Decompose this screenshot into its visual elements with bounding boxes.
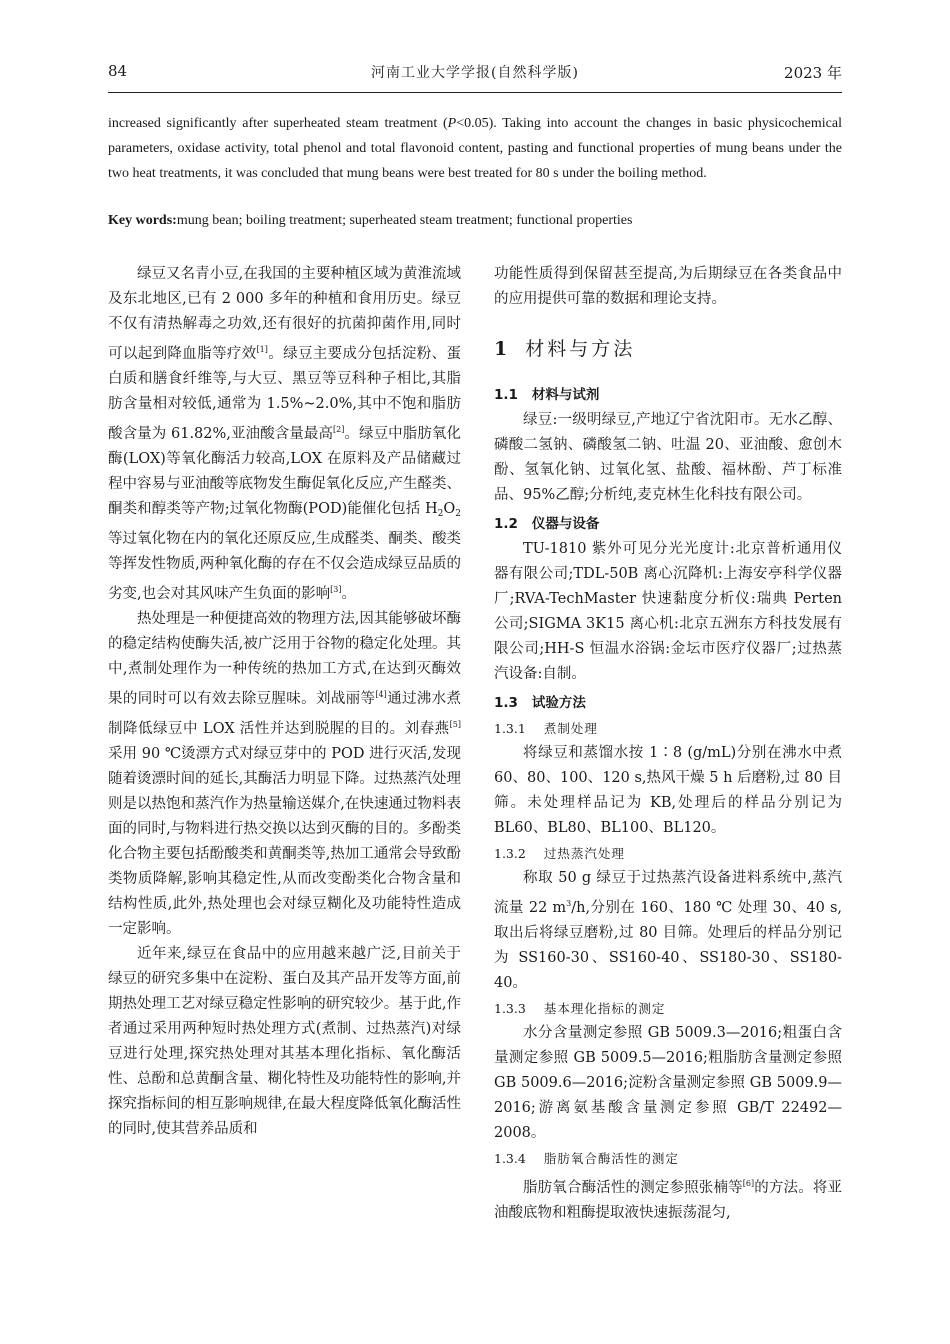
keywords-label: Key words:: [108, 213, 177, 228]
boiling-method-text: 将绿豆和蒸馏水按 1∶8 (g/mL)分别在沸水中煮 60、80、100、120 s,热风干燥 5 h 后磨粉,过 80 目筛。未处理样品记为 KB,处理后的样品分别记为 BL60、BL80、BL100、BL120。: [494, 745, 842, 836]
subsubsection-number: 1.3.4: [494, 1151, 526, 1166]
subsection-title: 试验方法: [531, 695, 586, 711]
abstract-text-part2: <0.05). Taking into account the changes in basic physicochemical parameters, oxidase activity, total phenol and total flavonoid content, pasting and functional properties of mung beans under the two heat treatments, it was concluded that mung beans were best treated for 80 s under the boiling method.: [108, 116, 842, 181]
subsubsection-1-3-2-heading: [494, 841, 842, 866]
keywords: [108, 210, 842, 232]
citation-3: [3]: [330, 585, 342, 594]
intro-paragraph-2: [108, 607, 461, 942]
subsubsection-number: 1.3.2: [494, 846, 526, 861]
steam-text-b: /h,分别在 160、180 ℃ 处理 30、40 s,取出后将绿豆磨粉,过 80 目筛。处理后的样品分别记为 SS160-30、SS160-40、SS180-30、SS180-40。: [494, 900, 842, 991]
intro-p2-c: 采用 90 ℃烫漂方式对绿豆芽中的 POD 进行灭活,发现随着烫漂时间的延长,其酶活力明显下降。过热蒸汽处理则是以热饱和蒸汽作为热量输送媒介,在快速通过物料表面的同时,与物料进行热交换以达到灭酶的目的。多酚类化合物主要包括酚酸类和黄酮类等,热加工通常会导致酚类物质降解,影响其稳定性,从而改变酚类化合物含量和结构性质,此外,热处理也会对绿豆糊化及功能特性造成一定影响。: [108, 746, 461, 937]
subscript-2: 2: [455, 509, 461, 519]
intro-p1-d: 等过氧化物在内的氧化还原反应,生成醛类、酮类、酸类等挥发性物质,两种氧化酶的存在不仅会造成绿豆品质的劣变,也会对其风味产生负面的影响: [108, 531, 461, 602]
section-1-heading: [494, 337, 842, 362]
right-column: [494, 262, 842, 1226]
citation-6: [6]: [742, 1179, 755, 1188]
intro-p1-e: 。: [341, 586, 356, 602]
citation-5: [5]: [449, 720, 461, 729]
steam-method-text: [494, 866, 842, 996]
section-title: 材料与方法: [525, 338, 636, 360]
lox-activity-text: [494, 1171, 842, 1226]
p-value-symbol: P: [447, 116, 457, 131]
materials-text: 绿豆:一级明绿豆,产地辽宁省沈阳市。无水乙醇、磷酸二氢钠、磷酸氢二钠、吐温 20、亚油酸、愈创木酚、氢氧化钠、过氧化氢、盐酸、福林酚、芦丁标准品、95%乙醇;分析纯,麦克林生化科技有限公司。: [494, 412, 842, 503]
intro-paragraph-1: [108, 262, 461, 607]
intro-paragraph-3: 近年来,绿豆在食品中的应用越来越广泛,目前关于绿豆的研究多集中在淀粉、蛋白及其产品开发等方面,前期热处理工艺对绿豆稳定性影响的研究较少。基于此,作者通过采用两种短时热处理方式(煮制、过热蒸汽)对绿豆进行处理,探究热处理对其基本理化指标、氧化酶活性、总酚和总黄酮含量、糊化特性及功能特性的影响,并探究指标间的相互影响规律,在最大程度降低氧化酶活性的同时,使其营养品质和: [108, 946, 461, 1137]
subsubsection-number: 1.3.3: [494, 1001, 526, 1016]
lox-text-b: 的方法。将亚油酸底物和粗酶提取液快速振荡混匀,: [494, 1180, 843, 1221]
keywords-text: mung bean; boiling treatment; superheated steam treatment; functional properties: [176, 213, 633, 228]
subsubsection-title: 煮制处理: [543, 721, 598, 736]
intro-paragraph-3-cont: 功能性质得到保留甚至提高,为后期绿豆在各类食品中的应用提供可靠的数据和理论支持。: [494, 266, 842, 307]
superscript-3: 3: [566, 899, 572, 908]
steam-text-a: 称取 50 g 绿豆于过热蒸汽设备进料系统中,蒸汽流量 22 m: [494, 870, 842, 916]
left-column: [108, 262, 461, 1142]
citation-1: [1]: [256, 345, 268, 354]
subsection-number: 1.2: [494, 516, 518, 532]
intro-p1-b: 。绿豆主要成分包括淀粉、蛋白质和膳食纤维等,与大豆、黑豆等豆科种子相比,其脂肪含量相对较低,通常为 1.5%~2.0%,其中不饱和脂肪酸含量为 61.82%,亚油酸含量最高: [108, 346, 461, 442]
subsection-title: 材料与试剂: [531, 387, 600, 403]
intro-p2-a: 热处理是一种便捷高效的物理方法,因其能够破坏酶的稳定结构使酶失活,被广泛用于谷物的稳定化处理。其中,煮制处理作为一种传统的热加工方式,在达到灭酶效果的同时可以有效去除豆腥味。刘战丽等: [108, 611, 461, 707]
abstract-continuation: [108, 111, 842, 186]
lox-text-a: 脂肪氧合酶活性的测定参照张楠等: [523, 1180, 743, 1196]
abstract-text-part1: increased significantly after superheated steam treatment (: [108, 116, 448, 131]
subsubsection-1-3-3-heading: [494, 996, 842, 1021]
citation-2: [2]: [333, 425, 345, 434]
oxygen-symbol: O: [443, 501, 456, 517]
subsubsection-title: 基本理化指标的测定: [543, 1001, 666, 1016]
subsection-title: 仪器与设备: [531, 516, 600, 532]
running-header: [108, 62, 842, 86]
subsubsection-number: 1.3.1: [494, 721, 526, 736]
intro-p2-b: 通过沸水煮制降低绿豆中 LOX 活性并达到脱腥的目的。刘春燕: [108, 691, 462, 737]
intro-p1-c: 。绿豆中脂肪氧化酶(LOX)等氧化酶活力较高,LOX 在原料及产品储藏过程中容易与亚油酸等底物发生酶促氧化反应,产生醛类、酮类和醇类等产物;过氧化物酶(POD)能催化包括 H: [108, 426, 461, 517]
subsubsection-title: 过热蒸汽处理: [543, 846, 625, 861]
subsection-1-2-heading: [494, 512, 842, 537]
citation-4: [4]: [375, 690, 387, 699]
subsubsection-1-3-1-heading: [494, 716, 842, 741]
journal-name: 河南工业大学学报(自然科学版): [371, 65, 579, 81]
page-number: 84: [108, 62, 128, 80]
equipment-text: TU-1810 紫外可见分光光度计:北京普析通用仪器有限公司;TDL-50B 离心沉降机:上海安亭科学仪器厂;RVA-TechMaster 快速黏度分析仪:瑞典 Perten 公司;SIGMA 3K15 离心机:北京五洲东方科技发展有限公司;HH-S 恒温水浴锅:金坛市医疗仪器厂;过热蒸汽设备:自制。: [494, 541, 842, 682]
header-rule: [108, 92, 842, 93]
subsubsection-1-3-4-heading: [494, 1146, 842, 1171]
subsubsection-title: 脂肪氧合酶活性的测定: [543, 1151, 679, 1166]
subsection-1-3-heading: [494, 691, 842, 716]
physicochemical-text: 水分含量测定参照 GB 5009.3—2016;粗蛋白含量测定参照 GB 5009.5—2016;粗脂肪含量测定参照 GB 5009.6—2016;淀粉含量测定参照 GB 5009.9—2016;游离氨基酸含量测定参照 GB/T 22492—2008。: [494, 1025, 842, 1141]
section-number: 1: [494, 338, 508, 360]
subsection-number: 1.1: [494, 387, 518, 403]
subsection-number: 1.3: [494, 695, 518, 711]
subscript-2: 2: [437, 509, 444, 519]
publication-year: 2023 年: [784, 64, 842, 82]
subsection-1-1-heading: [494, 383, 842, 408]
intro-p1-a: 绿豆又名青小豆,在我国的主要种植区域为黄淮流域及东北地区,已有 2 000 多年的种植和食用历史。绿豆不仅有清热解毒之功效,还有很好的抗菌抑菌作用,同时可以起到降血脂等疗效: [108, 266, 461, 362]
